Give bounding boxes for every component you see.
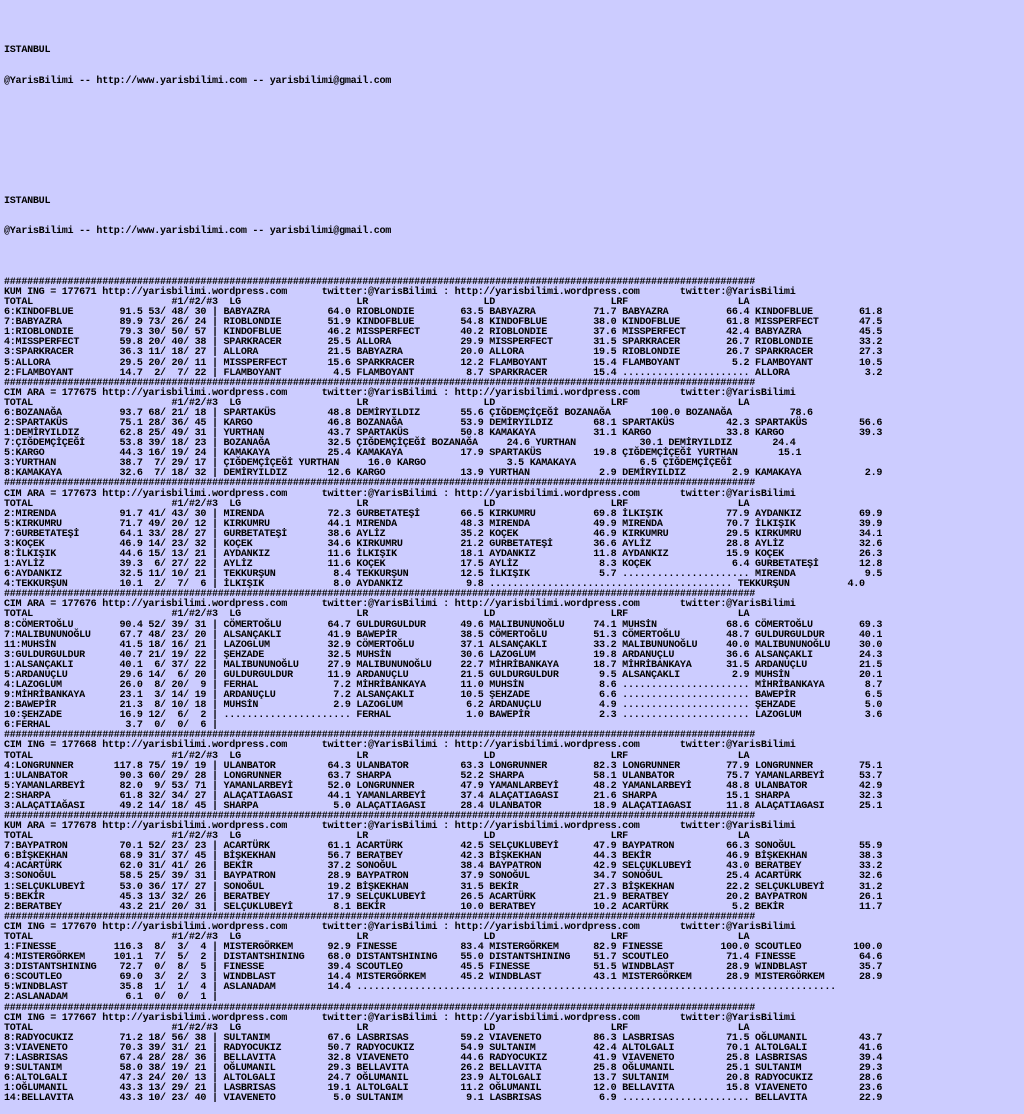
result-row: 9:SULTANIM 58.0 38/ 19/ 21 | OĞLUMANIL 29.3 BELLAVITA 26.2 BELLAVITA 25.8 OĞLUMANIL 25.1 SULTANIM 29.3 — [4, 1062, 883, 1074]
result-row: 9:MİHRİBANKAYA 23.1 3/ 14/ 19 | ARDANUÇLU 7.2 ALSANÇAKLI 10.5 ŞEHZADE 6.6 ...................... BAWEPİR 6.5 — [4, 690, 883, 702]
city-title: ISTANBUL — [4, 196, 51, 208]
result-row: 7:GURBETATEŞİ 64.1 33/ 28/ 27 | GURBETATEŞİ 38.6 AYLİZ 35.2 KOÇEK 46.9 KIRKUMRU 29.5 KIRKUMRU 34.1 — [4, 528, 883, 540]
result-row: 3:YURTHAN 38.7 7/ 29/ 17 | ÇIĞDEMÇİÇEĞİ YURTHAN 16.0 KARGO 3.5 KAMAKAYA 6.5 ÇIĞDEMÇİÇEĞİ — [4, 458, 732, 470]
race-header: CIM ARA = 177676 http://yarisbilimi.wordpress.com twitter:@YarisBilimi : http://yarisbilimi.wordpress.com twitter:@YarisBilimi — [4, 599, 796, 611]
result-row: 11:MUHSİN 41.5 18/ 16/ 21 | LAZOGLUM 32.9 CÖMERTOĞLU 37.1 ALSANÇAKLI 33.2 MALIBUNUNOĞLU 40.0 MALIBUNUNOĞLU 30.0 — [4, 639, 883, 651]
race-block — [4, 731, 1024, 812]
result-row: 5:KIRKUMRU 71.7 49/ 20/ 12 | KIRKUMRU 44.1 MIRENDA 48.3 MIRENDA 49.9 MIRENDA 70.7 İLKIŞIK 39.9 — [4, 518, 883, 530]
result-row: 5:BEKİR 45.3 13/ 32/ 26 | BERATBEY 17.9 SELÇUKLUBEYİ 26.5 ACARTÜRK 21.9 BERATBEY 20.2 BAYPATRON 26.1 — [4, 891, 883, 903]
result-row: 6:SCOUTLEO 69.0 3/ 2/ 3 | WINDBLAST 14.4 MISTERGÖRKEM 45.2 WINDBLAST 43.1 MISTERGÖRKEM 28.9 MISTERGÖRKEM 28.9 — [4, 972, 883, 984]
result-row: 5:ARDANUÇLU 29.6 14/ 6/ 20 | GULDURGULDUR 11.9 ARDANUÇLU 21.5 GULDURGULDUR 9.5 ALSANÇAKLI 2.9 MUHSİN 20.1 — [4, 669, 883, 681]
result-row: 3:KOÇEK 46.9 14/ 23/ 32 | KOÇEK 34.6 KIRKUMRU 21.2 GURBETATEŞİ 36.6 AYLİZ 28.8 AYLİZ 32.6 — [4, 538, 883, 550]
separator-line: ################################################################################################################################## — [4, 377, 756, 389]
race-header: CIM ARA = 177675 http://yarisbilimi.wordpress.com twitter:@YarisBilimi : http://yarisbilimi.wordpress.com twitter:@YarisBilimi — [4, 387, 796, 399]
result-row: 1:OĞLUMANIL 43.3 13/ 29/ 21 | LASBRISAS 19.1 ALTOLGALI 11.2 OĞLUMANIL 12.0 BELLAVITA 15.8 VIAVENETO 23.6 — [4, 1083, 883, 1095]
separator-line: ################################################################################################################################## — [4, 811, 756, 823]
result-row: 3:ALAÇATIAĞASI 49.2 14/ 18/ 45 | SHARPA 5.0 ALAÇATIAGASI 28.4 ULANBATOR 18.9 ALAÇATIAGASI 11.8 ALAÇATIAGASI 25.1 — [4, 800, 883, 812]
result-row: 8:KAMAKAYA 32.6 7/ 18/ 32 | DEMİRYILDIZ 12.6 KARGO 13.9 YURTHAN 2.9 DEMİRYILDIZ 2.9 KAMAKAYA 2.9 — [4, 468, 883, 480]
column-header: TOTAL #1/#2/#3 LG LR LD LRF LA — [4, 1022, 750, 1034]
race-block — [4, 913, 1024, 1004]
spacer — [4, 127, 1024, 157]
result-row: 6:BİŞKEKHAN 68.9 31/ 37/ 45 | BİŞKEKHAN 56.7 BERATBEY 42.3 BİŞKEKHAN 44.3 BEKİR 46.9 BİŞKEKHAN 38.3 — [4, 851, 883, 863]
result-row: 1:DEMİRYILDIZ 62.8 25/ 49/ 31 | YURTHAN 43.7 SPARTAKÜS 50.8 KAMAKAYA 31.1 KARGO 33.8 KARGO 39.3 — [4, 428, 883, 440]
result-row: 6:BOZANAĞA 93.7 68/ 21/ 18 | SPARTAKÜS 48.8 DEMİRYILDIZ 55.6 ÇIĞDEMÇİÇEĞİ BOZANAĞA 100.0 BOZANAĞA 78.6 — [4, 407, 813, 419]
result-row: 1:SELÇUKLUBEYİ 53.0 36/ 17/ 27 | SONOĞUL 19.2 BİŞKEKHAN 31.5 BEKİR 27.3 BİŞKEKHAN 22.2 SELÇUKLUBEYİ 31.2 — [4, 881, 883, 893]
result-row: 6:AYDANKIZ 32.5 11/ 10/ 21 | TEKKURŞUN 8.4 TEKKURŞUN 12.5 İLKIŞIK 5.7 ...................... MIRENDA 9.5 — [4, 569, 883, 581]
result-row: 2:BERATBEY 43.2 21/ 20/ 31 | SELÇUKLUBEYİ 8.1 BEKİR 10.0 BERATBEY 10.2 ACARTÜRK 5.2 BEKİR 11.7 — [4, 901, 883, 913]
result-row: 7:ÇIĞDEMÇİÇEĞİ 53.8 39/ 18/ 23 | BOZANAĞA 32.5 ÇIĞDEMÇİÇEĞİ BOZANAĞA 24.6 YURTHAN 30.1 DEMİRYILDIZ 24.4 — [4, 438, 796, 450]
result-row: 1:AYLİZ 39.3 6/ 27/ 22 | AYLİZ 11.6 KOÇEK 17.5 AYLİZ 8.3 KOÇEK 6.4 GURBETATEŞİ 12.8 — [4, 559, 883, 571]
result-row: 2:FLAMBOYANT 14.7 2/ 7/ 22 | FLAMBOYANT 4.5 FLAMBOYANT 8.7 SPARKRACER 15.4 ...................... ALLORA 3.2 — [4, 367, 883, 379]
result-row: 4:ACARTÜRK 62.0 31/ 41/ 26 | BEKİR 37.2 SONOĞUL 38.4 BAYPATRON 42.9 SELÇUKLUBEYİ 43.0 BERATBEY 33.2 — [4, 861, 883, 873]
result-row: 4:LONGRUNNER 117.8 75/ 19/ 19 | ULANBATOR 64.3 ULANBATOR 63.3 LONGRUNNER 82.3 LONGRUNNER 77.9 LONGRUNNER 75.1 — [4, 760, 883, 772]
intro-header-1 — [4, 26, 1024, 107]
race-header: CIM ING = 177670 http://yarisbilimi.wordpress.com twitter:@YarisBilimi : http://yarisbilimi.wordpress.com twitter:@YarisBilimi — [4, 921, 796, 933]
race-blocks — [4, 278, 1024, 1104]
race-header: KUM ING = 177671 http://yarisbilimi.wordpress.com twitter:@YarisBilimi : http://yarisbilimi.wordpress.com twitter:@YarisBilimi — [4, 286, 796, 298]
result-row: 8:RADYOCUKIZ 71.2 18/ 56/ 38 | SULTANIM 67.6 LASBRISAS 59.2 VIAVENETO 86.3 LASBRISAS 71.5 OĞLUMANIL 43.7 — [4, 1032, 883, 1044]
column-header: TOTAL #1/#2/#3 LG LR LD LRF LA — [4, 609, 750, 621]
race-header: CIM ING = 177667 http://yarisbilimi.wordpress.com twitter:@YarisBilimi : http://yarisbilimi.wordpress.com twitter:@YarisBilimi — [4, 1012, 796, 1024]
result-row: 3:VIAVENETO 70.3 39/ 31/ 21 | RADYOCUKIZ 50.7 RADYOCUKIZ 54.9 SULTANIM 42.4 ALTOLGALI 70.1 ALTOLGALI 41.6 — [4, 1042, 883, 1054]
race-block — [4, 278, 1024, 379]
result-row: 1:ALSANÇAKLI 40.1 6/ 37/ 22 | MALIBUNUNOĞLU 27.9 MALIBUNUNOĞLU 22.7 MİHRİBANKAYA 18.7 MİHRİBANKAYA 31.5 ARDANUÇLU 21.5 — [4, 659, 883, 671]
separator-line: ################################################################################################################################## — [4, 911, 756, 923]
column-header: TOTAL #1/#2/#3 LG LR LD LRF LA — [4, 831, 750, 843]
separator-line: ################################################################################################################################## — [4, 478, 756, 490]
result-row: 5:KARGO 44.3 16/ 19/ 24 | KAMAKAYA 25.4 KAMAKAYA 17.9 SPARTAKÜS 19.8 ÇIĞDEMÇİÇEĞİ YURTHAN 15.1 — [4, 448, 802, 460]
result-row: 7:BABYAZRA 89.9 73/ 26/ 24 | RIOBLONDIE 51.9 KINDOFBLUE 54.8 KINDOFBLUE 38.0 KINDOFBLUE 61.8 MISSPERFECT 47.5 — [4, 317, 883, 329]
result-row: 4:LAZOGLUM 26.0 8/ 20/ 9 | FERHAL 7.2 MİHRİBANKAYA 11.0 MUHSİN 8.6 ...................... MİHRİBANKAYA 8.7 — [4, 680, 883, 691]
result-row: 10:ŞEHZADE 16.9 12/ 6/ 2 | ...................... FERHAL 1.0 BAWEPİR 2.3 ...................... LAZOGLUM 3.6 — [4, 710, 883, 722]
result-row: 3:GULDURGULDUR 40.7 21/ 19/ 22 | ŞEHZADE 32.5 MUHSİN 30.6 LAZOGLUM 19.8 ARDANUÇLU 36.6 ALSANÇAKLI 24.3 — [4, 649, 883, 661]
race-header: CIM ARA = 177673 http://yarisbilimi.wordpress.com twitter:@YarisBilimi : http://yarisbilimi.wordpress.com twitter:@YarisBilimi — [4, 488, 796, 500]
result-row: 14:BELLAVITA 43.3 10/ 23/ 40 | VIAVENETO 5.0 SULTANIM 9.1 LASBRISAS 6.9 ...................... BELLAVITA 22.9 — [4, 1093, 883, 1105]
column-header: TOTAL #1/#2/#3 LG LR LD LRF LA — [4, 297, 750, 309]
contact-line: @YarisBilimi -- http://www.yarisbilimi.com -- yarisbilimi@gmail.com — [4, 226, 392, 238]
column-header: TOTAL #1/#2/#3 LG LR LD LRF LA — [4, 498, 750, 510]
result-row: 7:BAYPATRON 70.1 52/ 23/ 23 | ACARTÜRK 61.1 ACARTÜRK 42.5 SELÇUKLUBEYİ 47.9 BAYPATRON 66.3 SONOĞUL 55.9 — [4, 841, 883, 853]
result-row: 4:MISSPERFECT 59.8 20/ 40/ 38 | SPARKRACER 25.5 ALLORA 29.9 MISSPERFECT 31.5 SPARKRACER 26.7 RIOBLONDIE 33.2 — [4, 337, 883, 349]
column-header: TOTAL #1/#2/#3 LG LR LD LRF LA — [4, 931, 750, 943]
result-row: 5:ALLORA 29.5 20/ 20/ 11 | MISSPERFECT 15.6 SPARKRACER 12.2 FLAMBOYANT 15.4 FLAMBOYANT 5.2 FLAMBOYANT 10.5 — [4, 357, 883, 369]
race-block — [4, 812, 1024, 913]
result-row: 2:SHARPA 61.8 32/ 34/ 27 | ALAÇATIAGASI 44.1 YAMANLARBEYİ 37.4 ALAÇATIAGASI 21.6 SHARPA 15.1 SHARPA 32.3 — [4, 790, 883, 802]
result-row: 3:SONOĞUL 58.5 25/ 39/ 31 | BAYPATRON 28.9 BAYPATRON 37.9 SONOĞUL 34.7 SONOĞUL 25.4 ACARTÜRK 32.6 — [4, 871, 883, 883]
separator-line: ################################################################################################################################## — [4, 589, 756, 601]
result-row: 5:YAMANLARBEYİ 82.0 9/ 53/ 71 | YAMANLARBEYİ 52.0 LONGRUNNER 47.9 YAMANLARBEYİ 48.2 YAMANLARBEYİ 48.8 ULANBATOR 42.9 — [4, 780, 883, 792]
separator-line: ################################################################################################################################## — [4, 730, 756, 742]
race-block — [4, 1004, 1024, 1105]
column-header: TOTAL #1/#2/#3 LG LR LD LRF LA — [4, 397, 750, 409]
result-row: 2:MIRENDA 91.7 41/ 43/ 30 | MIRENDA 72.3 GURBETATEŞİ 66.5 KIRKUMRU 69.8 İLKIŞIK 77.9 AYDANKIZ 69.9 — [4, 508, 883, 520]
race-header: CIM ING = 177668 http://yarisbilimi.wordpress.com twitter:@YarisBilimi : http://yarisbilimi.wordpress.com twitter:@YarisBilimi — [4, 740, 796, 752]
result-row: 2:BAWEPİR 21.3 8/ 10/ 18 | MUHSİN 2.9 LAZOGLUM 6.2 ARDANUÇLU 4.9 ...................... ŞEHZADE 5.0 — [4, 700, 883, 712]
result-row: 5:WINDBLAST 35.8 1/ 1/ 4 | ASLANADAM 14.4 ................................................................................... — [4, 982, 836, 994]
result-row: 4:TEKKURŞUN 10.1 2/ 7/ 6 | İLKIŞIK 8.0 AYDANKIZ 9.8 .......................................... TEKKURŞUN 4.0 — [4, 579, 865, 591]
result-row: 1:ULANBATOR 90.3 60/ 29/ 28 | LONGRUNNER 63.7 SHARPA 52.2 SHARPA 58.1 ULANBATOR 75.7 YAMANLARBEYİ 53.7 — [4, 770, 883, 782]
result-row: 7:MALIBUNUNOĞLU 67.7 48/ 23/ 20 | ALSANÇAKLI 41.9 BAWEPİR 38.5 CÖMERTOĞLU 51.3 CÖMERTOĞLU 48.7 GULDURGULDUR 40.1 — [4, 629, 883, 641]
race-header: KUM ARA = 177678 http://yarisbilimi.wordpress.com twitter:@YarisBilimi : http://yarisbilimi.wordpress.com twitter:@YarisBilimi — [4, 821, 796, 833]
city-title: ISTANBUL — [4, 45, 51, 57]
result-row: 6:KINDOFBLUE 91.5 53/ 48/ 30 | BABYAZRA 64.0 RIOBLONDIE 63.5 BABYAZRA 71.7 BABYAZRA 66.4 KINDOFBLUE 61.8 — [4, 307, 883, 319]
separator-line: ################################################################################################################################## — [4, 1002, 756, 1014]
result-row: 8:CÖMERTOĞLU 90.4 52/ 39/ 31 | CÖMERTOĞLU 64.7 GULDURGULDUR 49.6 MALIBUNUNOĞLU 74.1 MUHSİN 68.6 CÖMERTOĞLU 69.3 — [4, 619, 883, 631]
race-block — [4, 590, 1024, 731]
result-row: 2:ASLANADAM 6.1 0/ 0/ 1 | — [4, 992, 218, 1004]
result-row: 8:İLKIŞIK 44.6 15/ 13/ 21 | AYDANKIZ 11.6 İLKIŞIK 18.1 AYDANKIZ 11.8 AYDANKIZ 15.9 KOÇEK 26.3 — [4, 548, 883, 560]
result-row: 4:MISTERGÖRKEM 101.1 7/ 5/ 2 | DISTANTSHINING 68.0 DISTANTSHINING 55.0 DISTANTSHINING 51.7 SCOUTLEO 71.4 FINESSE 64.6 — [4, 952, 883, 964]
result-row: 3:SPARKRACER 36.3 11/ 18/ 27 | ALLORA 21.5 BABYAZRA 20.0 ALLORA 19.5 RIOBLONDIE 26.7 SPARKRACER 27.3 — [4, 347, 883, 359]
result-row: 3:DISTANTSHINING 72.7 0/ 8/ 5 | FINESSE 39.4 SCOUTLEO 45.5 FINESSE 51.5 WINDBLAST 28.9 WINDBLAST 35.7 — [4, 962, 883, 974]
separator-line: ################################################################################################################################## — [4, 276, 756, 288]
contact-line: @YarisBilimi -- http://www.yarisbilimi.com -- yarisbilimi@gmail.com — [4, 75, 392, 87]
column-header: TOTAL #1/#2/#3 LG LR LD LRF LA — [4, 750, 750, 762]
intro-header-2 — [4, 177, 1024, 258]
result-row: 6:FERHAL 3.7 0/ 0/ 6 | — [4, 720, 218, 732]
race-block — [4, 379, 1024, 480]
race-block — [4, 479, 1024, 590]
result-row: 1:FINESSE 116.3 8/ 3/ 4 | MISTERGÖRKEM 92.9 FINESSE 83.4 MISTERGÖRKEM 82.9 FINESSE 100.0 SCOUTLEO 100.0 — [4, 942, 883, 954]
result-row: 7:LASBRISAS 67.4 28/ 28/ 36 | BELLAVITA 32.8 VIAVENETO 44.6 RADYOCUKIZ 41.9 VIAVENETO 25.8 LASBRISAS 39.4 — [4, 1052, 883, 1064]
result-row: 6:ALTOLGALI 47.3 24/ 20/ 13 | ALTOLGALI 24.7 OĞLUMANIL 23.9 ALTOLGALI 13.7 SULTANIM 20.8 RADYOCUKIZ 28.6 — [4, 1073, 883, 1085]
result-row: 2:SPARTAKÜS 75.1 28/ 36/ 45 | KARGO 46.8 BOZANAĞA 53.9 DEMİRYILDIZ 68.1 SPARTAKÜS 42.3 SPARTAKÜS 56.6 — [4, 417, 883, 429]
result-row: 1:RIOBLONDIE 79.3 30/ 50/ 57 | KINDOFBLUE 46.2 MISSPERFECT 40.2 RIOBLONDIE 37.6 MISSPERFECT 42.4 BABYAZRA 45.5 — [4, 327, 883, 339]
